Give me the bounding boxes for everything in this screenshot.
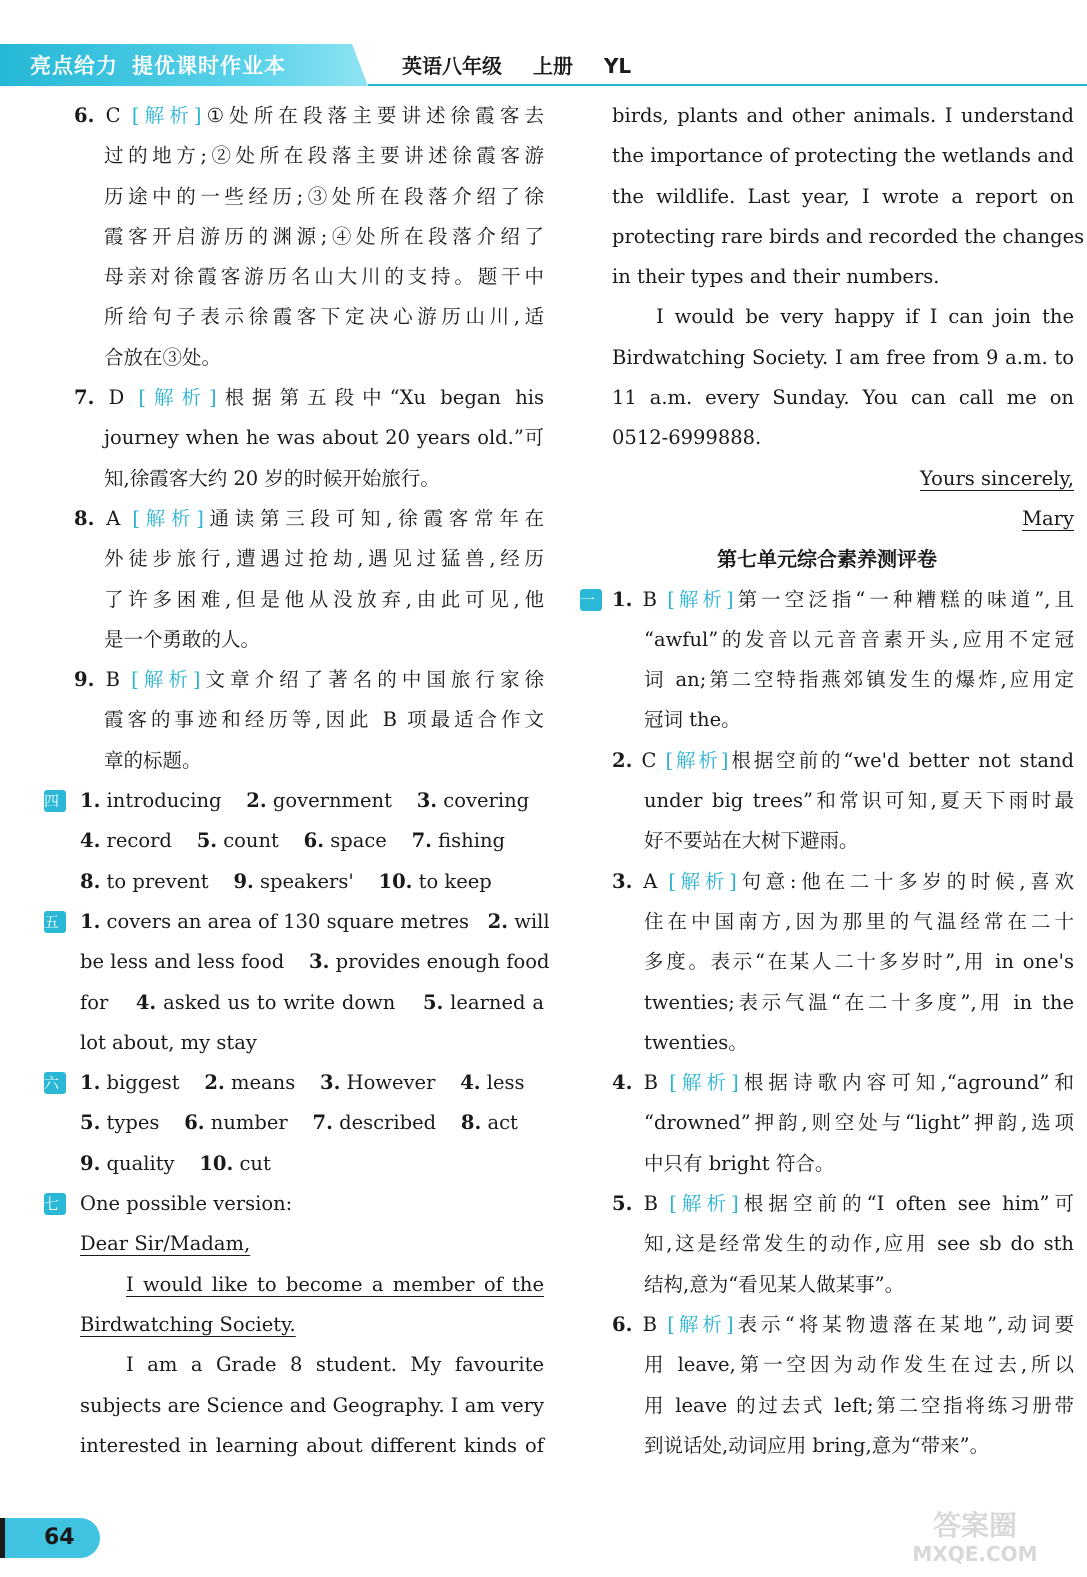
text-run: covering xyxy=(437,789,530,813)
text-run: Birdwatching Society. xyxy=(80,1312,296,1336)
item-number: 5. xyxy=(422,990,444,1014)
text-run: twenties;表示气温“在二十多度”,用 in the xyxy=(644,990,1074,1014)
item-number: 5. xyxy=(80,1111,101,1135)
item-number: 7. xyxy=(312,1111,333,1135)
text-run: 霞客开启游历的渊源;④处所在段落介绍了 xyxy=(104,224,544,248)
section-marker: 四 xyxy=(44,790,66,812)
text-run: 外徒步旅行,遭遇过抢劫,遇见过猛兽,经历 xyxy=(104,547,544,571)
text-line xyxy=(580,1184,1074,1224)
text-run: interested in learning about different kinds of xyxy=(80,1433,544,1457)
text-line xyxy=(580,177,1074,217)
section-marker: 五 xyxy=(44,911,66,933)
text-run: 所给句子表示徐霞客下定决心游历山川,适 xyxy=(104,305,544,329)
text-run: 用 leave 的过去式 left;第二空指将练习册带 xyxy=(644,1393,1074,1417)
text-line xyxy=(44,378,544,418)
edition-label: YL xyxy=(603,54,632,78)
text-line xyxy=(44,1063,544,1103)
section-marker: 六 xyxy=(44,1072,66,1094)
text-run: 合放在③处。 xyxy=(104,345,222,369)
text-run: space xyxy=(324,829,412,853)
analysis-tag: [解析] xyxy=(667,1312,734,1336)
text-line xyxy=(580,1265,1074,1305)
text-line xyxy=(44,862,544,902)
text-run: less xyxy=(480,1071,525,1095)
text-run: C xyxy=(632,748,666,772)
text-line xyxy=(580,217,1085,257)
text-line xyxy=(44,499,544,539)
text-line xyxy=(580,338,1074,378)
text-run: protecting rare birds and recorded the changes xyxy=(612,224,1085,248)
text-run: 是一个勇敢的人。 xyxy=(104,627,261,651)
right-column xyxy=(580,96,1085,1466)
header-book-info xyxy=(402,50,655,82)
text-run: means xyxy=(224,1071,320,1095)
text-line xyxy=(580,821,1074,861)
text-run: 结构,意为“看见某人做某事”。 xyxy=(644,1272,905,1296)
text-run: speakers' xyxy=(253,869,379,893)
text-run: the importance of protecting the wetlands and xyxy=(612,144,1074,168)
item-number: 10. xyxy=(199,1151,234,1175)
watermark-top: 答案圈 xyxy=(932,1509,1018,1542)
text-run: 冠词 the。 xyxy=(644,708,741,732)
item-number: 6. xyxy=(184,1111,205,1135)
item-number: 8. xyxy=(80,869,101,893)
text-run: I would like to become a member of the xyxy=(126,1272,544,1296)
text-run: Yours sincerely, xyxy=(920,466,1074,490)
text-run: Mary xyxy=(1022,506,1074,530)
question-number: 6. xyxy=(74,104,95,127)
text-line xyxy=(580,418,1074,458)
text-run: B xyxy=(632,587,668,611)
question-number: 8. xyxy=(74,506,95,530)
text-run: 用 leave,第一空因为动作发生在过去,所以 xyxy=(644,1353,1074,1377)
text-line xyxy=(580,297,1074,337)
text-run: act xyxy=(481,1111,518,1135)
section-marker: 一 xyxy=(580,589,602,611)
item-number: 1. xyxy=(80,789,101,813)
section-marker: 七 xyxy=(44,1193,66,1215)
text-run: 词 an;第二空特指燕郊镇发生的爆炸,应用定 xyxy=(644,668,1074,692)
text-line xyxy=(44,660,544,700)
item-number: 1. xyxy=(80,909,101,933)
text-run: 住在中国南方,因为那里的气温经常在二十 xyxy=(644,909,1074,933)
text-line xyxy=(44,217,544,257)
item-number: 7. xyxy=(411,829,432,853)
text-run: 过的地方;②处所在段落主要讲述徐霞客游 xyxy=(104,144,544,168)
text-run: 第七单元综合素养测评卷 xyxy=(717,547,937,572)
text-line xyxy=(580,660,1074,700)
text-run: 11 a.m. every Sunday. You can call me on xyxy=(612,386,1074,410)
text-run: will xyxy=(508,909,550,933)
text-run: to prevent xyxy=(100,869,234,893)
text-run: 文章介绍了著名的中国旅行家徐 xyxy=(200,668,544,692)
text-run: types xyxy=(100,1111,185,1135)
text-run: count xyxy=(217,829,304,853)
text-run: lot about, my stay xyxy=(80,1030,257,1054)
text-line xyxy=(580,499,1074,539)
text-run: 母亲对徐霞客游历名山大川的支持。题干中 xyxy=(104,265,544,289)
text-line xyxy=(44,1426,544,1466)
question-number: 3. xyxy=(612,869,633,893)
text-line xyxy=(44,741,544,781)
text-run: 表示“将某物遗落在某地”,动词要 xyxy=(733,1312,1074,1336)
text-line xyxy=(580,700,1074,740)
text-line xyxy=(580,1345,1074,1385)
text-run: 根据第五段中“Xu began his xyxy=(216,386,544,410)
question-number: 5. xyxy=(612,1192,633,1216)
text-line xyxy=(44,1103,544,1143)
text-run: 历途中的一些经历;③处所在段落介绍了徐 xyxy=(104,184,544,208)
analysis-tag: [解析] xyxy=(132,506,204,530)
text-line xyxy=(580,741,1074,781)
text-line xyxy=(44,1224,544,1264)
text-line xyxy=(44,1345,544,1385)
text-run: B xyxy=(632,1312,668,1336)
text-run: 根据空前的“I often see him”可 xyxy=(738,1192,1074,1216)
text-run: ①处所在段落主要讲述徐霞客去 xyxy=(201,104,545,127)
item-number: 5. xyxy=(196,829,218,853)
analysis-tag: [解析] xyxy=(669,1192,739,1216)
text-line xyxy=(44,902,550,942)
text-line xyxy=(44,136,544,176)
text-run: C xyxy=(94,104,132,127)
series-name: 提优课时作业本 xyxy=(132,54,286,78)
text-run: record xyxy=(100,829,197,853)
text-run: “drowned”押韵,则空处与“light”押韵,选项 xyxy=(644,1111,1074,1135)
text-line xyxy=(580,1224,1074,1264)
text-run: B xyxy=(632,1071,670,1095)
text-run: 0512-6999888. xyxy=(612,426,762,450)
text-run: 根据诗歌内容可知,“aground”和 xyxy=(738,1071,1074,1095)
item-number: 2. xyxy=(487,909,508,933)
text-line xyxy=(44,418,544,458)
analysis-tag: [解析] xyxy=(131,668,201,692)
text-run: 多度。表示“在某人二十多岁时”,用 in one's xyxy=(644,950,1074,974)
item-number: 3. xyxy=(416,789,438,813)
text-line xyxy=(44,1023,544,1063)
text-line xyxy=(44,1265,544,1305)
text-line xyxy=(44,1184,544,1224)
text-line xyxy=(44,297,544,337)
item-number: 9. xyxy=(233,869,254,893)
item-number: 2. xyxy=(246,789,267,813)
volume-label: 上册 xyxy=(532,54,573,78)
question-number: 6. xyxy=(612,1312,633,1336)
page-number: 64 xyxy=(44,1525,75,1550)
text-line xyxy=(580,1144,1074,1184)
text-line xyxy=(44,338,544,378)
text-run: to keep xyxy=(412,869,492,893)
text-run: One possible version: xyxy=(80,1192,293,1216)
text-line xyxy=(44,821,544,861)
item-number: 8. xyxy=(460,1111,482,1135)
item-number: 2. xyxy=(204,1071,225,1095)
text-run: introducing xyxy=(100,789,247,813)
analysis-tag: [解析] xyxy=(138,386,217,410)
text-run: 第一空泛指“一种糟糕的味道”,且 xyxy=(733,587,1074,611)
text-line xyxy=(44,1144,544,1184)
text-run: number xyxy=(204,1111,313,1135)
item-number: 1. xyxy=(80,1071,101,1095)
item-number: 9. xyxy=(80,1151,101,1175)
analysis-tag: [解析] xyxy=(668,869,737,893)
item-number: 10. xyxy=(378,869,413,893)
header-brand xyxy=(30,50,286,82)
text-line xyxy=(44,96,544,136)
text-line xyxy=(580,1386,1074,1426)
text-run: quality xyxy=(100,1151,200,1175)
text-line xyxy=(44,620,544,660)
item-number: 6. xyxy=(303,829,325,853)
text-run: 句意:他在二十多岁的时候,喜欢 xyxy=(736,869,1074,893)
text-line xyxy=(580,902,1074,942)
question-number: 2. xyxy=(612,748,633,772)
text-line xyxy=(580,1103,1074,1143)
text-line xyxy=(44,459,544,499)
text-line xyxy=(44,781,544,821)
text-run: 知,徐霞客大约 20 岁的时候开始旅行。 xyxy=(104,466,440,490)
text-run: “awful”的发音以元音音素开头,应用不定冠 xyxy=(644,627,1074,651)
text-line xyxy=(580,781,1074,821)
question-number: 7. xyxy=(74,386,95,410)
text-line xyxy=(580,862,1074,902)
text-line xyxy=(44,177,544,217)
text-run: B xyxy=(94,668,132,692)
section-title xyxy=(580,539,1074,579)
analysis-tag: [解析] xyxy=(131,104,202,127)
text-run: provides enough food xyxy=(329,950,550,974)
brand-name: 亮点给力 xyxy=(30,54,118,78)
text-line xyxy=(44,1305,544,1345)
text-run: twenties。 xyxy=(644,1030,748,1054)
item-number: 4. xyxy=(80,829,101,853)
text-run: covers an area of 130 square metres xyxy=(100,909,488,933)
item-number: 4. xyxy=(460,1071,481,1095)
text-run: Birdwatching Society. I am free from 9 a.m. to xyxy=(612,345,1074,369)
text-run: D xyxy=(94,386,139,410)
text-run: 根据空前的“we'd better not stand xyxy=(728,748,1074,772)
watermark-logo xyxy=(880,1505,1070,1567)
text-line xyxy=(44,942,550,982)
subject-label: 英语八年级 xyxy=(402,54,502,78)
text-line xyxy=(580,942,1074,982)
question-number: 4. xyxy=(612,1071,633,1095)
text-line xyxy=(580,1063,1074,1103)
text-run: fishing xyxy=(431,829,506,853)
text-line xyxy=(44,580,544,620)
text-run: birds, plants and other animals. I understand xyxy=(612,104,1074,127)
item-number: 3. xyxy=(320,1071,341,1095)
text-run: cut xyxy=(233,1151,271,1175)
question-number: 1. xyxy=(612,587,633,611)
text-line xyxy=(44,1386,544,1426)
text-line xyxy=(580,459,1074,499)
text-run: I am a Grade 8 student. My favourite xyxy=(126,1353,544,1377)
text-run: under big trees”和常识可知,夏天下雨时最 xyxy=(644,789,1074,813)
text-line xyxy=(580,983,1074,1023)
question-number: 9. xyxy=(74,668,95,692)
text-run: in their types and their numbers. xyxy=(612,265,940,289)
left-column xyxy=(44,96,550,1466)
text-run: be less and less food xyxy=(80,950,310,974)
text-run: biggest xyxy=(100,1071,205,1095)
text-run: government xyxy=(266,789,417,813)
item-number: 4. xyxy=(135,990,157,1014)
text-line xyxy=(44,700,544,740)
text-line xyxy=(580,378,1074,418)
text-run: 好不要站在大树下避雨。 xyxy=(644,829,859,853)
text-run: Dear Sir/Madam, xyxy=(80,1232,251,1256)
text-run: B xyxy=(632,1192,670,1216)
text-line xyxy=(44,539,544,579)
text-line xyxy=(580,1305,1074,1345)
item-number: 3. xyxy=(309,950,330,974)
text-run: 章的标题。 xyxy=(104,748,202,772)
analysis-tag: [解析] xyxy=(667,587,734,611)
text-run: the wildlife. Last year, I wrote a report on xyxy=(612,184,1074,208)
text-line xyxy=(580,580,1074,620)
text-run: I would be very happy if I can join the xyxy=(656,305,1074,329)
text-line xyxy=(580,257,1074,297)
analysis-tag: [解析] xyxy=(669,1071,739,1095)
text-line xyxy=(44,257,544,297)
text-line xyxy=(44,983,544,1023)
text-run: learned a xyxy=(443,990,545,1014)
text-line xyxy=(580,1023,1074,1063)
text-run: for xyxy=(80,990,136,1014)
text-run: 霞客的事迹和经历等,因此 B 项最适合作文 xyxy=(104,708,544,732)
text-run: subjects are Science and Geography. I am very xyxy=(80,1393,544,1417)
watermark-bottom: MXQE.COM xyxy=(912,1542,1038,1566)
header-rule xyxy=(368,84,1087,86)
text-run: 了许多困难,但是他从没放弃,由此可见,他 xyxy=(104,587,544,611)
text-line xyxy=(580,136,1074,176)
text-run: 知,这是经常发生的动作,应用 see sb do sth xyxy=(644,1232,1074,1256)
text-run: A xyxy=(94,506,133,530)
text-run: 通读第三段可知,徐霞客常年在 xyxy=(203,506,544,530)
text-run: asked us to write down xyxy=(156,990,423,1014)
text-line xyxy=(580,620,1074,660)
text-run: However xyxy=(340,1071,461,1095)
text-run: journey when he was about 20 years old.”可 xyxy=(104,426,544,450)
text-run: 中只有 bright 符合。 xyxy=(644,1151,835,1175)
text-run: 到说话处,动词应用 bring,意为“带来”。 xyxy=(644,1433,990,1457)
text-run: A xyxy=(632,869,669,893)
text-line xyxy=(580,1426,1074,1466)
analysis-tag: [解析] xyxy=(665,748,729,772)
text-run: described xyxy=(332,1111,461,1135)
text-line xyxy=(580,96,1074,136)
page-edge-bar xyxy=(0,1518,5,1558)
